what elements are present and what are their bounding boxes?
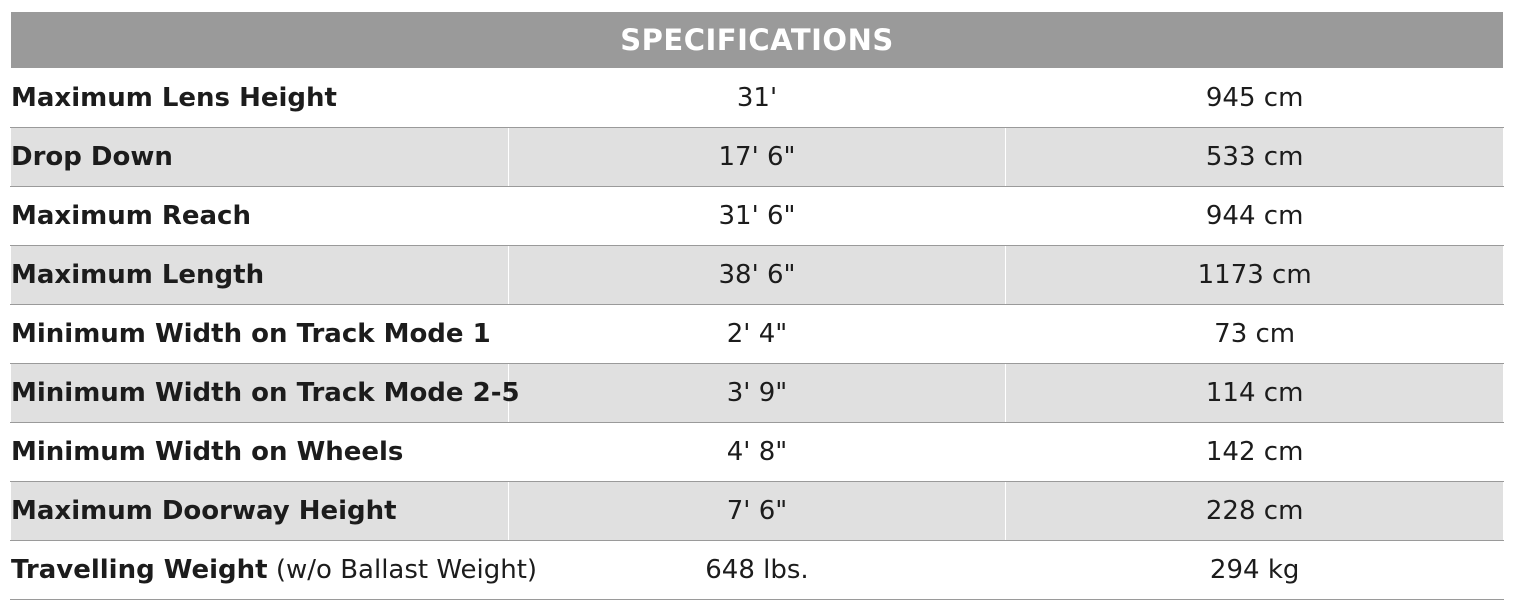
row-label	[11, 305, 509, 364]
row-value-imperial: 31'	[508, 69, 1006, 128]
row-label	[11, 128, 509, 187]
row-label-text: Maximum Length	[11, 260, 265, 290]
row-label	[11, 187, 509, 246]
row-value-metric: 142 cm	[1006, 423, 1504, 482]
row-value-metric: 944 cm	[1006, 187, 1504, 246]
table-row	[11, 541, 1504, 600]
row-label-text: Maximum Reach	[11, 201, 251, 231]
row-label-note: (w/o Ballast Weight)	[267, 555, 538, 585]
row-value-metric: 945 cm	[1006, 69, 1504, 128]
row-value-metric: 114 cm	[1006, 364, 1504, 423]
row-label	[11, 541, 538, 600]
table-row	[11, 187, 1504, 246]
table-row	[11, 246, 1504, 305]
row-value-metric: 533 cm	[1006, 128, 1504, 187]
row-label-text: Minimum Width on Track Mode 1	[11, 319, 491, 349]
row-label	[11, 69, 509, 128]
row-value-metric: 228 cm	[1006, 482, 1504, 541]
row-value-imperial: 4' 8"	[508, 423, 1006, 482]
specifications-table	[10, 11, 1504, 600]
row-value-imperial: 38' 6"	[508, 246, 1006, 305]
table-row	[11, 305, 1504, 364]
table-row	[11, 128, 1504, 187]
row-value-imperial: 2' 4"	[508, 305, 1006, 364]
row-label-text: Maximum Doorway Height	[11, 496, 397, 526]
row-value-imperial: 7' 6"	[508, 482, 1006, 541]
row-label	[11, 246, 509, 305]
row-label	[11, 423, 509, 482]
row-label	[11, 364, 520, 423]
row-value-imperial: 648 lbs.	[508, 541, 1006, 600]
row-label-text: Minimum Width on Track Mode 2-5	[11, 378, 520, 408]
row-value-metric: 1173 cm	[1006, 246, 1504, 305]
row-value-imperial: 3' 9"	[508, 364, 1006, 423]
row-label-text: Minimum Width on Wheels	[11, 437, 404, 467]
row-value-metric: 73 cm	[1006, 305, 1504, 364]
row-label	[11, 482, 509, 541]
row-label-text: Maximum Lens Height	[11, 83, 337, 113]
table-row	[11, 69, 1504, 128]
row-value-imperial: 31' 6"	[508, 187, 1006, 246]
table-row	[11, 482, 1504, 541]
table-header-row	[11, 12, 1504, 69]
table-row	[11, 423, 1504, 482]
row-label-text: Drop Down	[11, 142, 173, 172]
row-label-text: Travelling Weight	[11, 555, 268, 585]
specifications-table-body	[11, 12, 1504, 600]
table-row	[11, 364, 1504, 423]
specifications-title: SPECIFICATIONS	[11, 12, 1504, 69]
row-value-metric: 294 kg	[1006, 541, 1504, 600]
row-value-imperial: 17' 6"	[508, 128, 1006, 187]
